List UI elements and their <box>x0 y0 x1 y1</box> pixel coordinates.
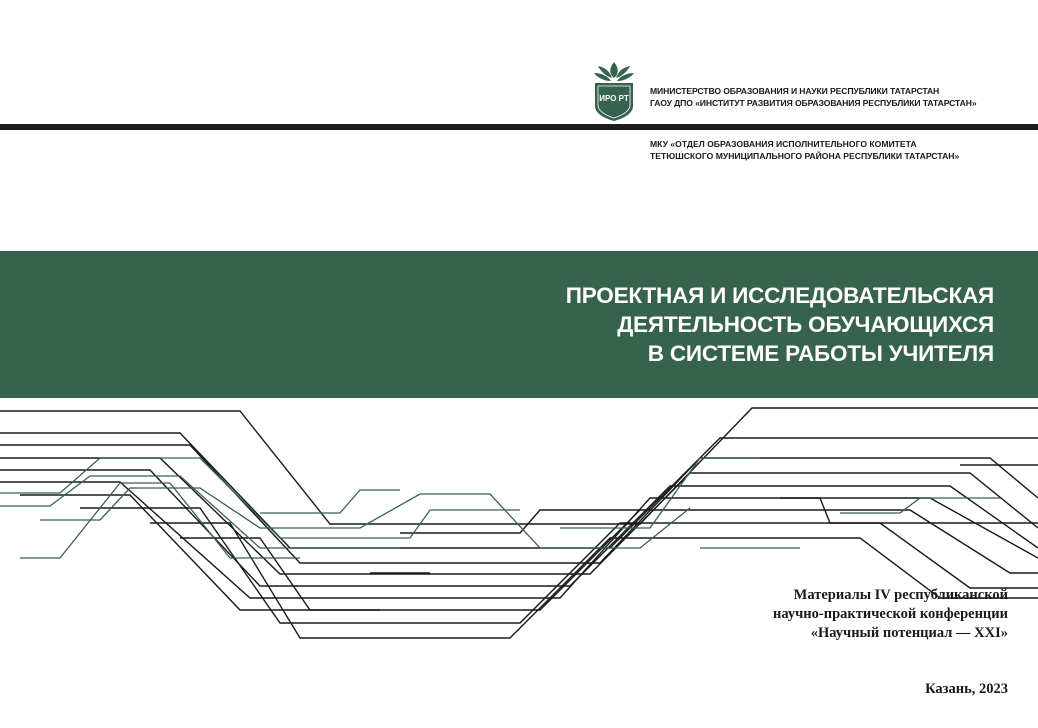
mku-organization <box>650 138 959 162</box>
title-line-1: ПРОЕКТНАЯ И ИССЛЕДОВАТЕЛЬСКАЯ <box>565 283 994 308</box>
materials-line-3: «Научный потенциал — XXI» <box>810 625 1008 641</box>
header-divider <box>0 124 1038 130</box>
title-line-2: ДЕЯТЕЛЬНОСТЬ ОБУЧАЮЩИХСЯ <box>617 312 994 337</box>
mku-line-2: ТЕТЮШСКОГО МУНИЦИПАЛЬНОГО РАЙОНА РЕСПУБЛИКИ ТАТАРСТАН» <box>650 151 960 161</box>
materials-line-1: Материалы IV республиканской <box>793 587 1008 603</box>
org-line-2: ГАОУ ДПО «ИНСТИТУТ РАЗВИТИЯ ОБРАЗОВАНИЯ РЕСПУБЛИКИ ТАТАРСТАН» <box>650 98 977 108</box>
logo-text: ИРО РТ <box>599 94 629 103</box>
header-organizations <box>650 85 977 109</box>
materials-line-2: научно-практической конференции <box>772 606 1008 622</box>
conference-materials <box>773 586 1008 643</box>
iro-rt-logo-icon <box>592 60 636 122</box>
mku-line-1: МКУ «ОТДЕЛ ОБРАЗОВАНИЯ ИСПОЛНИТЕЛЬНОГО КОМИТЕТА <box>650 139 917 149</box>
org-line-1: МИНИСТЕРСТВО ОБРАЗОВАНИЯ И НАУКИ РЕСПУБЛИКИ ТАТАРСТАН <box>650 86 940 96</box>
city-year: Казань, 2023 <box>925 681 1008 697</box>
document-title <box>566 281 994 368</box>
title-line-3: В СИСТЕМЕ РАБОТЫ УЧИТЕЛЯ <box>647 341 994 366</box>
